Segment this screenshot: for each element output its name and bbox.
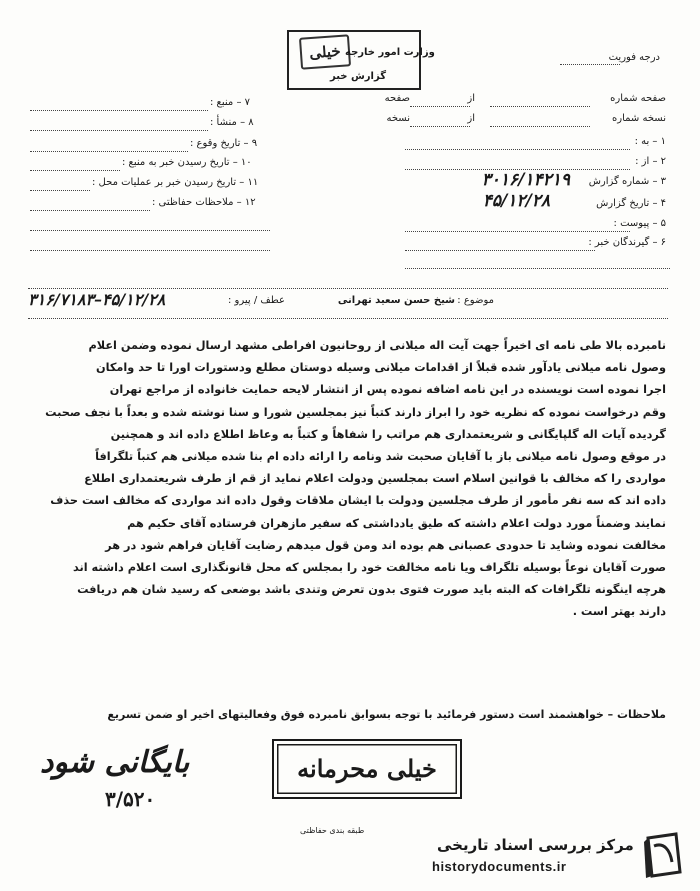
body-line: مخالفت نموده وشاید تا حدودی عصبانی هم بوده اند ومن قول میدهم رضایت آقایان فراهم شود در هر: [105, 538, 666, 552]
origin-label: ۸ – منشأ :: [210, 117, 254, 128]
stamp-line-1: وزارت امور خارجه: [345, 47, 435, 58]
body-line: وقم درخواست نموده که نظریه خود را ابراز دارند کتباً نیز بمجلسین شورا و سنا نوشته شده و بعداً با نجف صحبت: [45, 405, 666, 419]
reference-label: عطف / پیرو :: [228, 295, 285, 306]
separator-line: [28, 288, 668, 289]
security-notes-label: ۱۲ – ملاحظات حفاظتی :: [152, 197, 256, 208]
archive-logo-icon: [640, 832, 688, 880]
recipients-label: ۶ – گیرندگان خبر :: [588, 237, 666, 248]
archive-note: بایگانی شود: [40, 745, 190, 780]
attachment-label: ۵ – پیوست :: [613, 218, 666, 229]
body-line: نمایند وضمناً مورد دولت اعلام داشته که طیق یادداشتی که سفیر مازهران فرستاده آقای حکیم هم: [127, 516, 666, 530]
body-line: دارند بهتر است .: [572, 605, 666, 619]
page-from-label: از: [467, 93, 475, 104]
body-line: هرچه اینگونه تلگرافات که البته باید صورت فتوی بدون تعرض وتندی باشد بوضعی که رسید شان هم دریافت: [77, 583, 666, 597]
copy-unit-label: نسخه: [386, 113, 410, 124]
report-body: [28, 335, 666, 624]
notes-line: ملاحظات – خواهشمند است دستور فرمائید با توجه بسوابق نامبرده فوق وفعالیتهای اخیر او ضمن تسریع: [107, 708, 666, 721]
dotted-line: [405, 250, 595, 251]
event-date-label: ۹ – تاریخ وقوع :: [190, 138, 258, 149]
page-number-label: صفحه شماره: [610, 93, 666, 104]
received-by-source-label: ۱۰ – تاریخ رسیدن خبر به منبع :: [122, 157, 252, 168]
report-date-label: ۴ – تاریخ گزارش: [596, 198, 666, 209]
handwritten-stamp-mark: خیلی: [299, 34, 351, 69]
dotted-line: [405, 149, 630, 150]
to-label: ۱ – به :: [634, 136, 666, 147]
received-at-unit-label: ۱۱ – تاریخ رسیدن خبر بر عملیات محل :: [92, 177, 259, 188]
body-line: اجرا نموده است نویسنده در این نامه اضافه نموده پس از انتشار لایحه حمایت خانواده از مراجع تهران: [109, 383, 666, 397]
body-line: مواردی را که مخالف با قوانین اسلام است بمجلسین ودولت اعلام نماید از قم از طرف شریعتمداری اطلاع: [84, 472, 666, 486]
watermark-title: مرکز بررسی اسناد تاریخی: [437, 836, 634, 854]
body-line: گردیده آیات اله گلپایگانی و شریعتمداری هم مراتب را شفاهاً و کتباً به وعاظ اطلاع داده اند و همچنین: [110, 427, 666, 441]
body-line: وصول نامه میلانی یادآور شده قبلاً از اقدامات میلانی وسیله دوستان مطلع ودستورات اورا تا حد وامکان: [95, 361, 666, 375]
page-unit-label: صفحه: [384, 93, 410, 104]
report-number-label: ۳ – شماره گزارش: [588, 176, 666, 187]
separator-line: [28, 318, 668, 319]
confidential-stamp: خیلی محرمانه: [272, 739, 462, 799]
body-line: داده اند که سه نفر مأمور از طرف مجلسین ودولت با ایشان ملاقات وقول داده اند مواردی که مخالف است حذف: [50, 494, 666, 508]
dotted-line: [30, 230, 270, 231]
stamp-line-2: گزارش خبر: [330, 71, 387, 82]
urgency-degree-label: درجه فوریت: [608, 52, 660, 63]
body-line: در موقع وصول نامه میلانی باز با آقایان صحبت شد ونامه را ارائه داده ام بنا شده میلانی هم کتباً تلگرافاً: [95, 450, 666, 464]
dotted-line: [490, 106, 590, 107]
copy-number-label: نسخه شماره: [612, 113, 666, 124]
body-line: نامبرده بالا طی نامه ای اخیراً جهت آیت اله میلانی از روحانیون افراطی مشهد ارسال نموده وضمن اعلام: [88, 339, 666, 352]
dotted-line: [30, 210, 150, 211]
dotted-line: [410, 126, 470, 127]
report-date-value: ۴۵/۱۲/۲۸: [482, 191, 550, 211]
dotted-line: [405, 268, 670, 269]
dotted-line: [560, 64, 620, 65]
dotted-line: [405, 231, 630, 232]
dotted-line: [410, 106, 470, 107]
body-line: صورت آقایان نوعاً بوسیله تلگراف ویا نامه مخالفت خود را بمجلس که محل قانونگذاری است اعلام داشته اند: [72, 561, 666, 575]
copy-from-label: از: [467, 113, 475, 124]
security-classification-footer: طبقه بندی حفاظتی: [300, 826, 365, 835]
dotted-line: [30, 250, 270, 251]
from-label: ۲ – از :: [635, 156, 666, 167]
reference-value: ۴۵/۱۲/۲۸–۳۱۶/۷۱۸۳: [28, 290, 166, 309]
watermark-url: historydocuments.ir: [432, 859, 567, 874]
dotted-line: [490, 126, 590, 127]
dotted-line: [30, 151, 188, 152]
subject-label: موضوع :: [457, 295, 494, 306]
dotted-line: [30, 170, 120, 171]
dotted-line: [30, 190, 90, 191]
dotted-line: [30, 130, 208, 131]
report-number-value: ۳۰۱۶/۱۴۲۱۹: [481, 170, 570, 190]
subject-value: شیخ حسن سعید تهرانی: [337, 295, 455, 306]
source-label: ۷ – منبع :: [210, 97, 250, 108]
archive-number: ۳/۵۲۰: [105, 787, 156, 811]
dotted-line: [30, 110, 208, 111]
